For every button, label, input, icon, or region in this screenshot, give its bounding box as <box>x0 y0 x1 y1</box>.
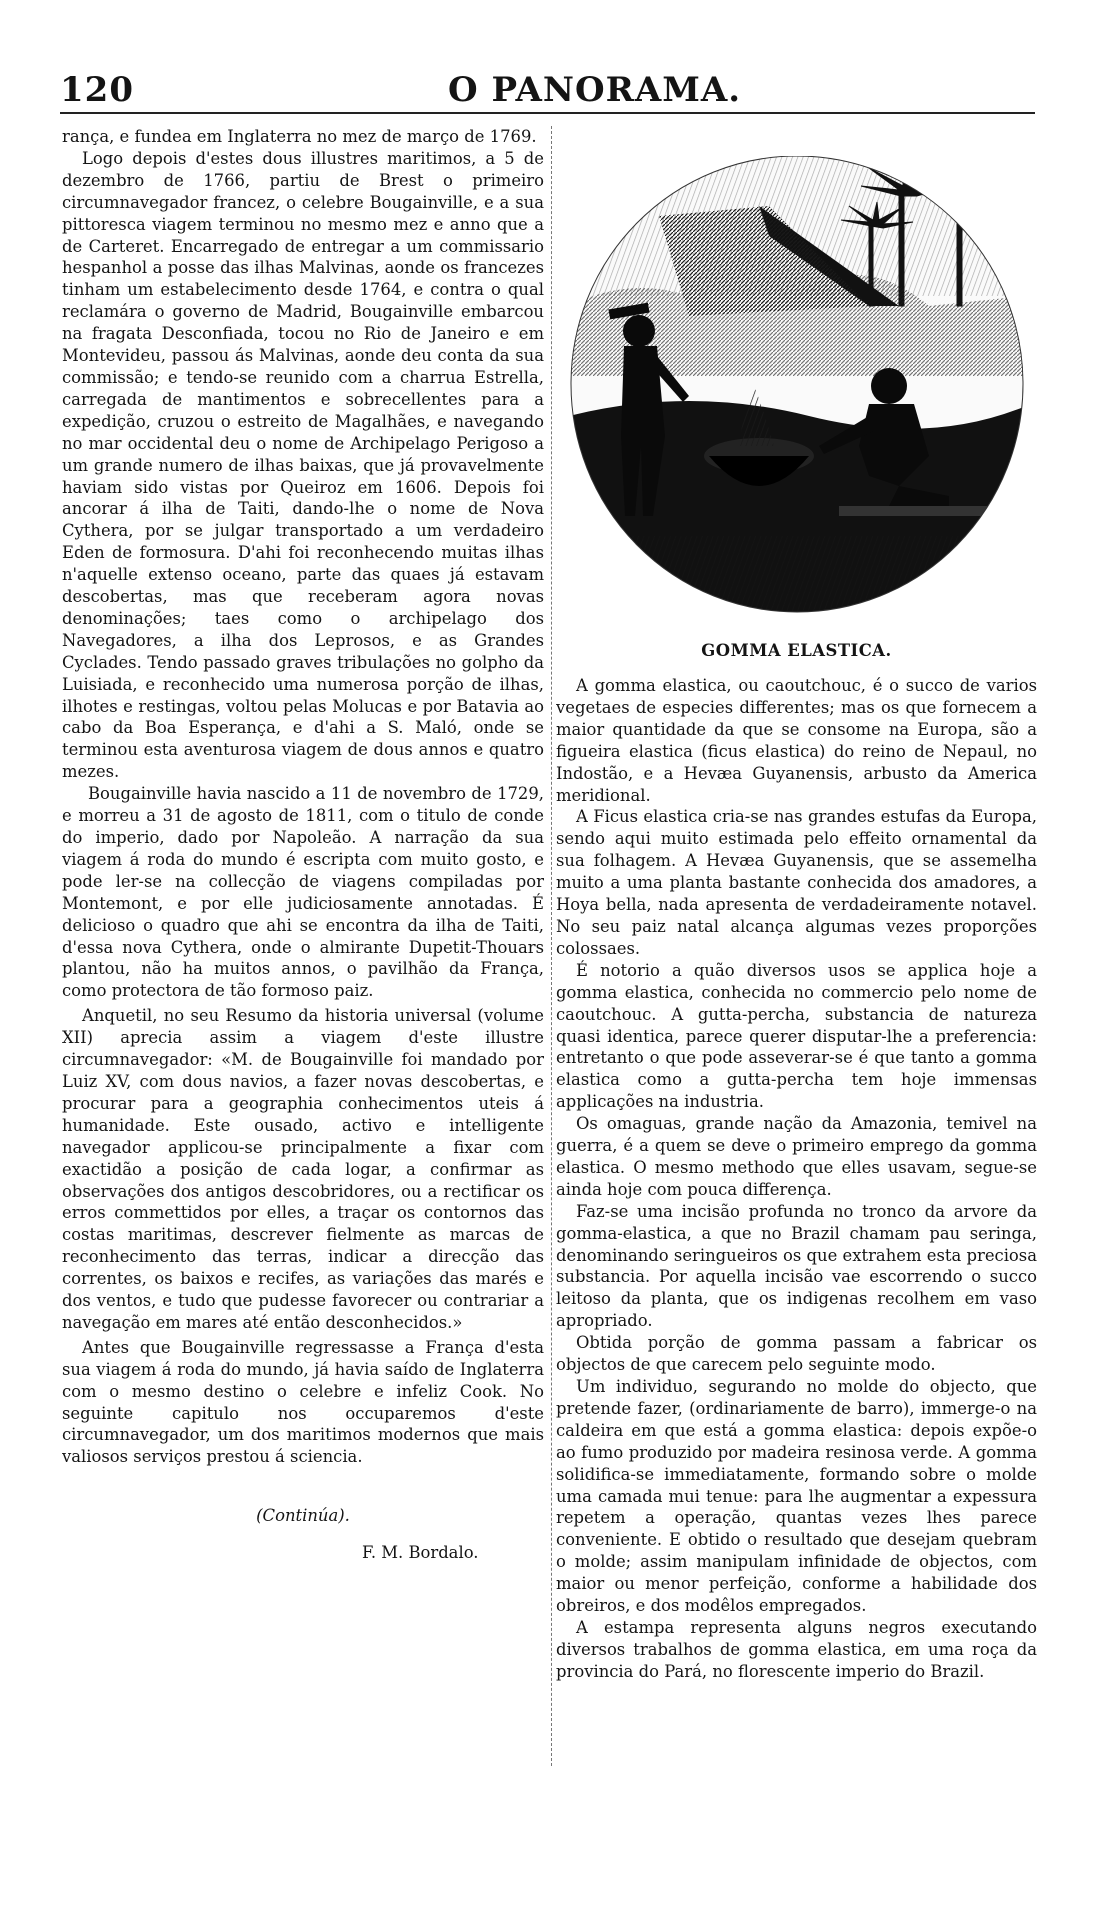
paragraph-uses: É notorio a quão diversos usos se applica hoje a gomma elastica, conhecida no commercio pelo nome de caoutchouc. A gutta-percha, substancia de natureza quasi identica, parece querer disputar-lhe a preferencia: entretanto o que pode asseverar-se é que tanto a gomma elastica como a gutta-percha tem hoje immensas applicações na industria. <box>556 960 1037 1112</box>
illustration-caption: GOMMA ELASTICA. <box>701 641 892 660</box>
continued-note: (Continúa). <box>256 1506 350 1526</box>
paragraph-extraction: Faz-se uma incisão profunda no tronco da arvore da gomma-elastica, a que no Brazil chamam pau seringa, denominando seringueiros os que extrahem esta preciosa substancia. Por aquella incisão vae escorrendo o succo leitoso da planta, que os indigenas recolhem em vaso apropriado. <box>556 1201 1037 1331</box>
journal-title: O PANORAMA. <box>448 70 742 110</box>
paragraph-ficus-elastica: A Ficus elastica cria-se nas grandes estufas da Europa, sendo aqui muito estimada pelo effeito ornamental da sua folhagem. A Hevæa Guyanensis, que se assemelha muito a uma planta bastante conhecida dos amadores, a Hoya bella, nada apresenta de verdadeiramente notavel. No seu paiz natal alcança algumas vezes proporções colossaes. <box>556 807 1037 958</box>
author-signature: F. M. Bordalo. <box>362 1543 479 1563</box>
column-divider <box>551 126 552 1766</box>
paragraph-continued: rança, e fundea em Inglaterra no mez de março de 1769. <box>62 127 537 146</box>
paragraph-omaguas: Os omaguas, grande nação da Amazonia, temivel na guerra, é a quem se deve o primeiro emprego da gomma elastica. O mesmo methodo que elles usavam, segue-se ainda hoje com pouca differença. <box>556 1114 1037 1199</box>
paragraph-cook: Antes que Bougainville regressasse a França d'esta sua viagem á roda do mundo, já havia saído de Inglaterra com o mesmo destino o celebre e infeliz Cook. No seguinte capitulo nos occuparemos d'este circumnavegador, um dos maritimos modernos que mais valiosos serviços prestou á sciencia. <box>62 1337 544 1467</box>
paragraph-bougainville-voyage: Logo depois d'estes dous illustres maritimos, a 5 de dezembro de 1766, partiu de Brest o primeiro circumnavegador francez, o celebre Bougainville, e a sua pittoresca viagem terminou no mesmo mez e anno que a de Carteret. Encarregado de entregar a um commissario hespanhol a posse das ilhas Malvinas, aonde os francezes tinham um estabelecimento desde 1764, e contra o qual reclamára o governo de Madrid, Bougainville embarcou na fragata Desconfiada, tocou no Rio de Janeiro e em Montevideu, passou ás Malvinas, aonde deu conta da sua commissão; e tendo-se reunido com a charrua Estrella, carregada de mantimentos e sobrecellentes para a expedição, cruzou o estreito de Magalhães, e navegando no mar occidental deu o nome de Archipelago Perigoso a um grande numero de ilhas baixas, que já provavelmente haviam sido vistas por Queiroz em 1606. Depois foi ancorar á ilha de Taiti, dando-lhe o nome de Nova Cythera, por se julgar transportado a um verdadeiro Eden de formosura. D'ahi foi reconhecendo muitas ilhas n'aquelle extenso oceano, parte das quaes já estavam descobertas, mas que receberam agora novas denominações; taes como o archipelago dos Navegadores, a ilha dos Leprosos, e as Grandes Cyclades. Tendo passado graves tribulações no golpho da Luisiada, e reconhecido uma numerosa porção de ilhas, ilhotes e restingas, voltou pelas Molucas e por Batavia ao cabo da Boa Esperança, e d'ahi a S. Maló, onde se terminou esta aventurosa viagem de dous annos e quatro mezes. <box>62 148 544 782</box>
rubber-workers-engraving <box>569 156 1026 615</box>
paragraph-mould-method: Um individuo, segurando no molde do objecto, que pretende fazer, (ordinariamente de barro), immerge-o na caldeira em que está a gomma elastica: depois expõe-o ao fumo produzido por madeira resinosa verde. A gomma solidifica-se immediatamente, formando sobre o molde uma camada mui tenue: para lhe augmentar a expessura repetem a operação, quantas vezes lhes parece conveniente. E obtido o resultado que desejam quebram o molde; assim manipulam infinidade de objectos, com maior ou menor perfeição, conforme a habilidade dos obreiros, e dos modêlos empregados. <box>556 1377 1037 1616</box>
page-header <box>60 70 1035 116</box>
paragraph-definition: A gomma elastica, ou caoutchouc, é o succo de varios vegetaes de especies differentes; mas os que fornecem a maior quantidade da que se consome na Europa, são a figueira elastica (ficus elastica) do reino de Nepaul, no Indostão, e a Hevæa Guyanensis, arbusto da America meridional. <box>556 676 1037 805</box>
paragraph-bougainville-life: Bougainville havia nascido a 11 de novembro de 1729, e morreu a 31 de agosto de 1811, com o titulo de conde do imperio, dado por Napoleão. A narração da sua viagem á roda do mundo é escripta com muito gosto, e pode ler-se na collecção de viagens compiladas por Montemont, e por elle judiciosamente annotadas. É delicioso o quadro que ahi se encontra da ilha de Taiti, d'essa nova Cythera, onde o almirante Dupetit-Thouars plantou, não ha muitos annos, o pavilhão da França, como protectora de tão formoso paiz. <box>62 784 544 1001</box>
left-column <box>62 126 544 1806</box>
paragraph-fabrication-intro: Obtida porção de gomma passam a fabricar os objectos de que carecem pelo seguinte modo. <box>556 1333 1037 1375</box>
paragraph-engraving-description: A estampa representa alguns negros executando diversos trabalhos de gomma elastica, em uma roça da provincia do Pará, no florescente imperio do Brazil. <box>556 1617 1037 1681</box>
paragraph-anquetil-quote: Anquetil, no seu Resumo da historia universal (volume XII) aprecia assim a viagem d'este illustre circumnavegador: «M. de Bougainville foi mandado por Luiz XV, com dous navios, a fazer novas descobertas, e procurar para a geographia conhecimentos uteis á humanidade. Este ousado, activo e intelligente navegador applicou-se principalmente a fixar com exactidão a posição de cada logar, a confirmar as observações dos antigos descobridores, ou a rectificar os erros commettidos por elles, a traçar os contornos das costas maritimas, descrever fielmente as marcas de reconhecimento das terras, indicar a direcção das correntes, os baixos e recifes, as variações das marés e dos ventos, e tudo que pudesse favorecer ou contrariar a navegação em mares até então desconhecidos.» <box>62 1006 544 1332</box>
right-column <box>556 126 1037 1806</box>
header-rule <box>60 112 1035 114</box>
page-number: 120 <box>60 70 134 110</box>
